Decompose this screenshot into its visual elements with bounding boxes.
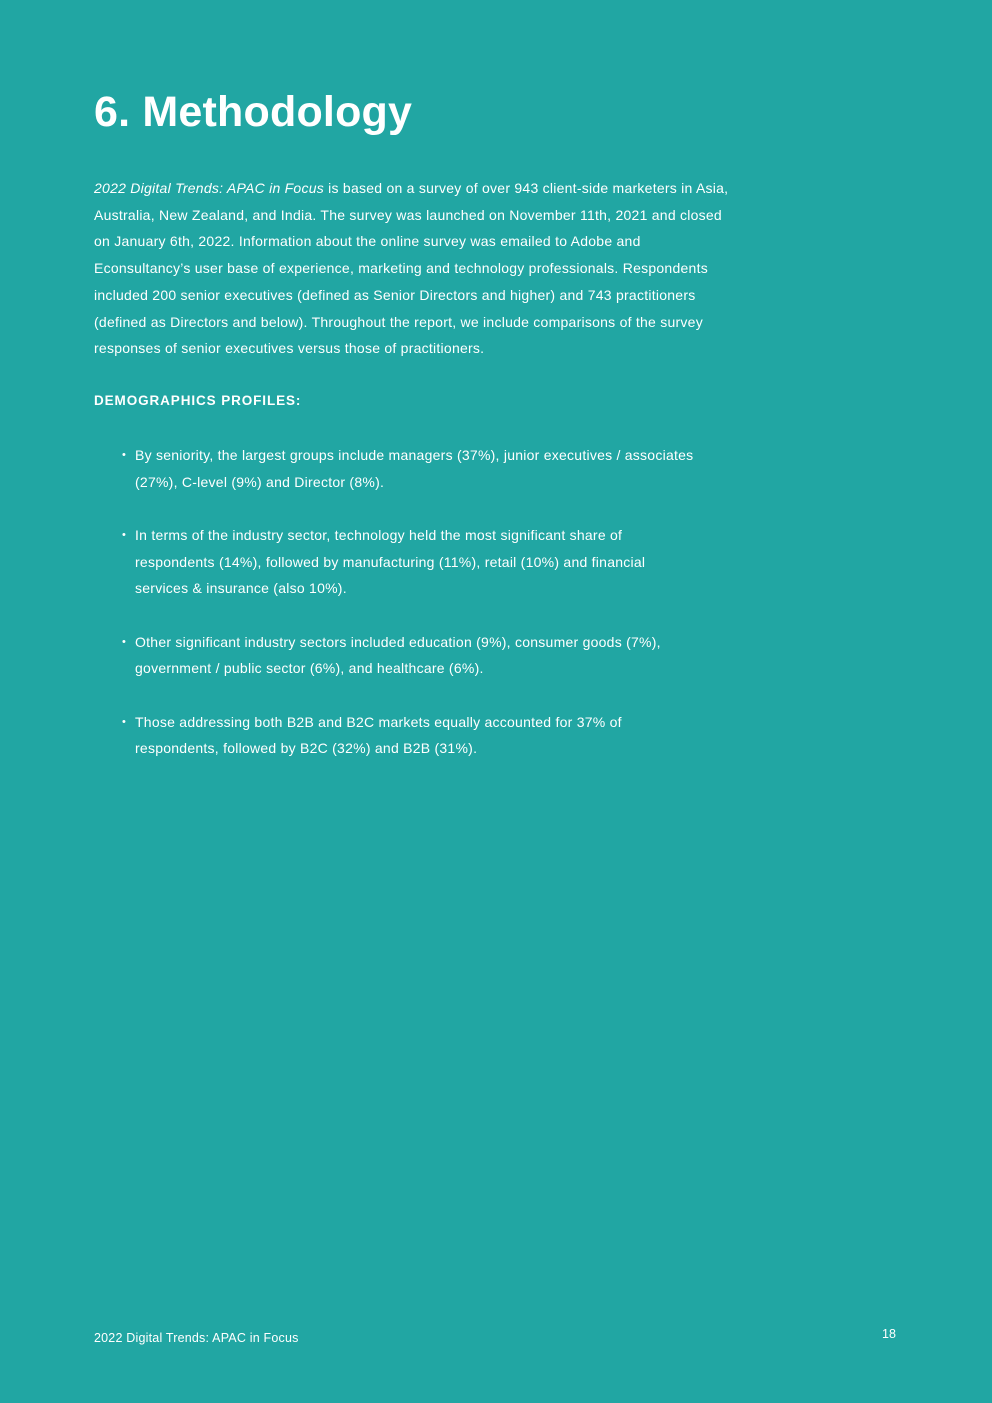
bullet-icon: • <box>122 715 127 728</box>
footer-report-title: 2022 Digital Trends: APAC in Focus <box>94 1331 299 1345</box>
page-title: 6. Methodology <box>94 88 413 136</box>
demographics-heading: DEMOGRAPHICS PROFILES: <box>94 393 302 408</box>
bullet-icon: • <box>122 635 127 648</box>
demographics-item-industry <box>94 522 694 602</box>
demographics-item-text: In terms of the industry sector, technology held the most significant share of respondents (14%), followed by manufacturing (11%), retail (10%) and financial services & insurance (also 10%). <box>135 527 646 597</box>
demographics-item-text: By seniority, the largest groups include managers (37%), junior executives / associates (27%), C-level (9%) and Director (8%). <box>135 447 694 490</box>
intro-text: is based on a survey of over 943 client-side marketers in Asia, Australia, New Zealand, and India. The survey was launched on November 11th, 2021 and closed on January 6th, 2022. Information about the online survey was emailed to Adobe and Econsultancy’s user base of experience, marketing and technology professionals. Respondents included 200 senior executives (defined as Senior Directors and higher) and 743 practitioners (defined as Directors and below). Throughout the report, we include comparisons of the survey responses of senior executives versus those of practitioners. <box>94 180 729 357</box>
demographics-item-other-sectors <box>94 629 694 682</box>
report-name: 2022 Digital Trends: APAC in Focus <box>94 180 325 196</box>
intro-paragraph <box>94 175 734 362</box>
bullet-icon: • <box>122 529 127 541</box>
demographics-item-text: Those addressing both B2B and B2C markets equally accounted for 37% of respondents, followed by B2C (32%) and B2B (31%). <box>135 713 622 757</box>
demographics-list <box>94 442 694 762</box>
demographics-item-markets <box>94 709 694 762</box>
demographics-item-text: Other significant industry sectors included education (9%), consumer goods (7%), government / public sector (6%), and healthcare (6%). <box>135 633 661 677</box>
page-number: 18 <box>882 1327 896 1341</box>
demographics-item-seniority <box>94 442 694 495</box>
bullet-icon: • <box>122 449 127 461</box>
